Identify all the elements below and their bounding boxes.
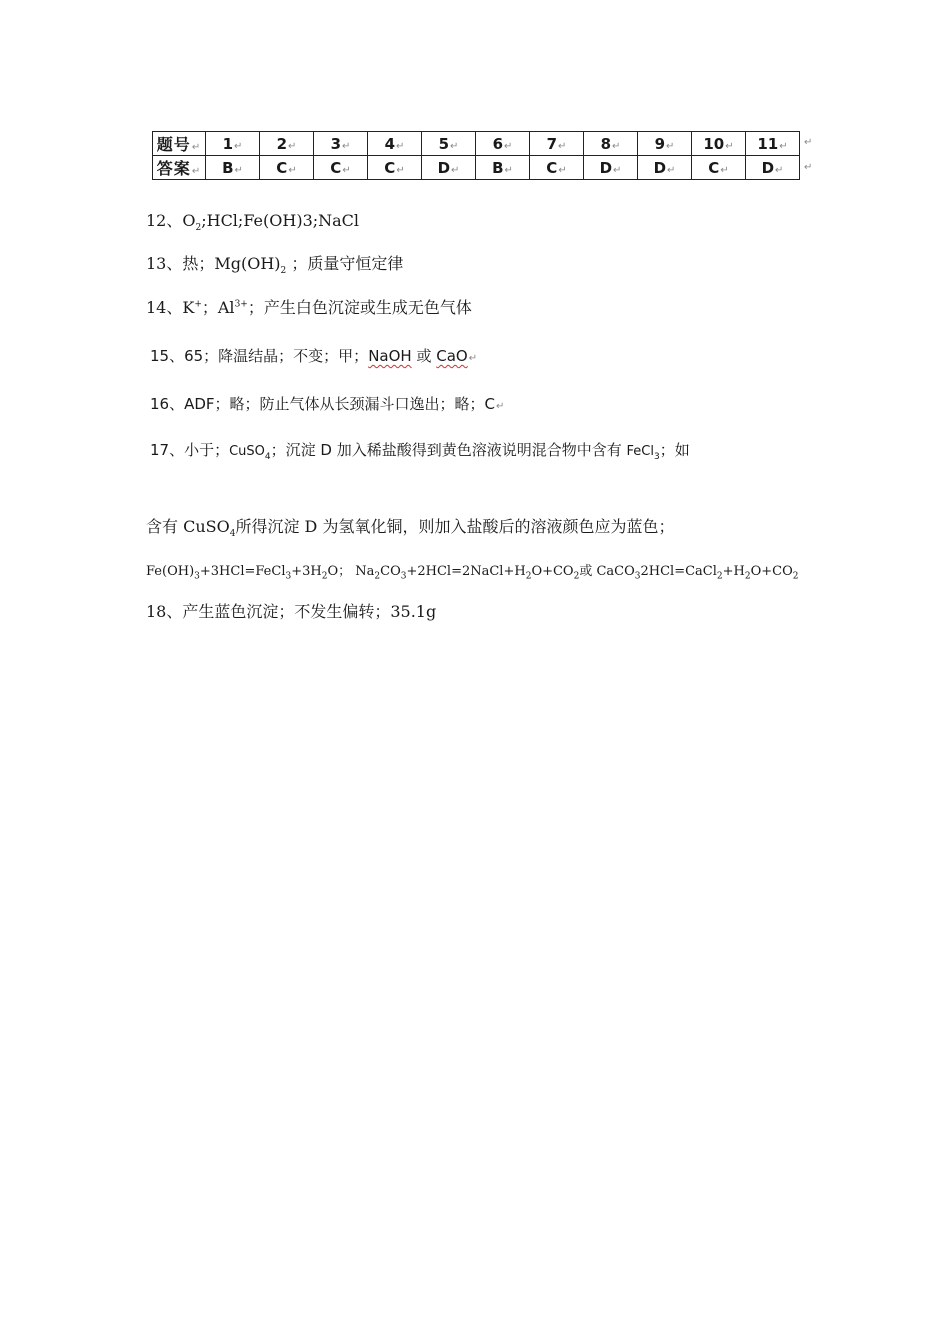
answer-line-17-continued: 含有 CuSO$_4$所得沉淀 D 为氢氧化铜，则加入盐酸后的溶液颜色应为蓝色； [146, 517, 675, 540]
question-number-cell: 8↵ [584, 132, 638, 156]
question-number-cell: 11↵ [746, 132, 800, 156]
question-number-label: 题号↵ [153, 132, 206, 156]
answer-cell: C↵ [260, 156, 314, 180]
answer-label: 答案↵ [153, 156, 206, 180]
answer-cell: D↵ [638, 156, 692, 180]
row-end-mark: ↵ [804, 162, 813, 173]
naoh-text: NaOH [368, 347, 412, 365]
answer-cell: C↵ [368, 156, 422, 180]
answer-cell: C↵ [692, 156, 746, 180]
answer-line-13: 13、热；$Mg(OH)_2$ ；质量守恒定律 [146, 254, 404, 277]
table-header-row [153, 132, 800, 156]
cao-text: CaO [436, 347, 468, 365]
answer-cell: C↵ [314, 156, 368, 180]
question-number-cell: 2↵ [260, 132, 314, 156]
answer-line-18: 18、产生蓝色沉淀；不发生偏转；35.1g [146, 602, 437, 621]
question-number-cell: 7↵ [530, 132, 584, 156]
answer-line-15: 15、65；降温结晶；不变；甲；NaOH 或 CaO↵ [150, 347, 478, 365]
answer-line-17: 17、小于；CuSO$_4$；沉淀 D 加入稀盐酸得到黄色溶液说明混合物中含有 FeCl$_3$；如 [150, 441, 690, 462]
question-number-cell: 5↵ [422, 132, 476, 156]
question-number-cell: 6↵ [476, 132, 530, 156]
question-number-cell: 10↵ [692, 132, 746, 156]
table-answer-row [153, 156, 800, 180]
question-number-cell: 1↵ [206, 132, 260, 156]
question-number-cell: 4↵ [368, 132, 422, 156]
answer-table [152, 131, 800, 180]
answer-line-12: 12、$O_2;HCl;Fe(OH)3;NaCl$ [146, 211, 360, 234]
question-number-cell: 3↵ [314, 132, 368, 156]
answer-line-14: 14、K+；$Al^{3+}$；产生白色沉淀或生成无色气体 [146, 298, 472, 317]
question-number-cell: 9↵ [638, 132, 692, 156]
row-end-mark: ↵ [804, 137, 813, 148]
answer-cell: D↵ [422, 156, 476, 180]
answer-cell: D↵ [746, 156, 800, 180]
answer-line-16: 16、ADF；略；防止气体从长颈漏斗口逸出；略；C↵ [150, 395, 505, 413]
answer-cell: D↵ [584, 156, 638, 180]
answer-cell: B↵ [206, 156, 260, 180]
equation-line: $Fe(OH)_3+3HCl=FeCl_3+3H_2O$； $Na_2CO_3+2HCl=2NaCl+H_2O+CO_2$或 $CaCO_32HCl=CaCl_2+H_2O+CO_2$ [146, 564, 799, 582]
answer-cell: C↵ [530, 156, 584, 180]
answer-cell: B↵ [476, 156, 530, 180]
